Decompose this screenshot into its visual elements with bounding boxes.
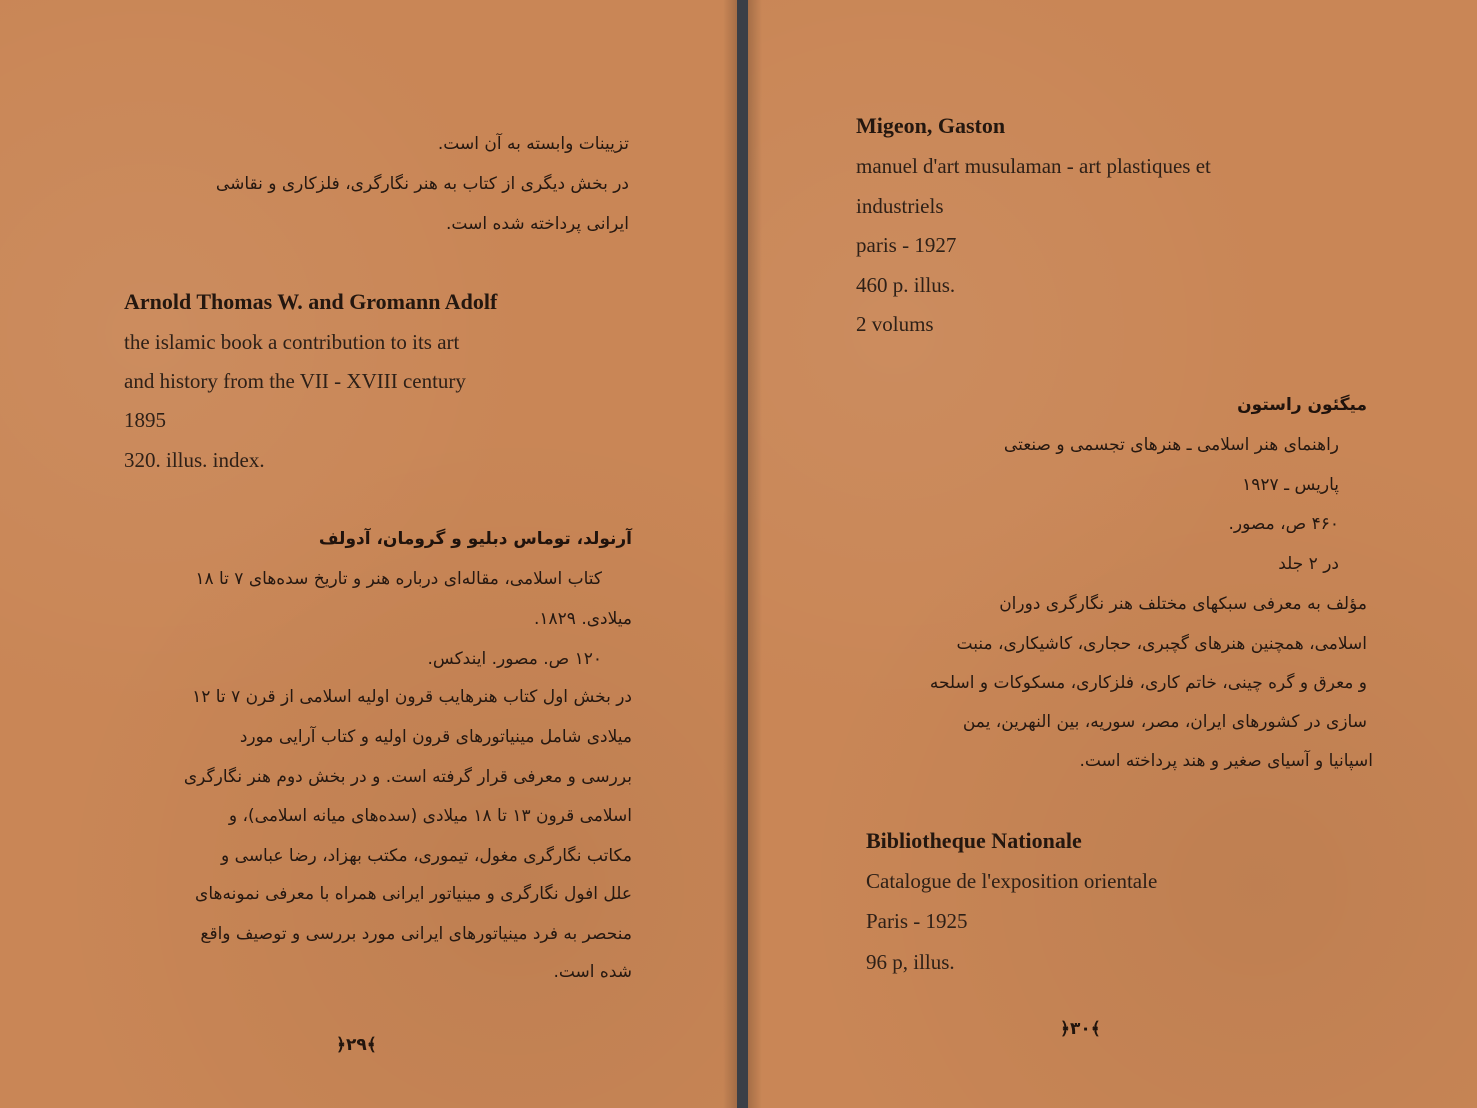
arnold-author-fa: آرنولد، توماس دبلیو و گرومان، آدولف bbox=[318, 529, 632, 549]
arnold-line-en: the islamic book a contribution to its art bbox=[124, 330, 460, 354]
arnold-line-en: 1895 bbox=[124, 408, 166, 432]
left-gutter-shadow bbox=[723, 0, 737, 1108]
right-page bbox=[748, 0, 1477, 1108]
bnf-line-en: 96 p, illus. bbox=[866, 950, 955, 974]
migeon-desc-line: سازی در کشورهای ایران، مصر، سوریه، بین النهرین، یمن bbox=[962, 712, 1367, 732]
arnold-desc-line: در بخش اول کتاب هنرهایب قرون اولیه اسلامی از قرن ۷ تا ۱۲ bbox=[192, 687, 632, 707]
migeon-author-fa: میگئون راستون bbox=[1237, 395, 1367, 415]
page-number-left: ﴿۲۹﴾ bbox=[336, 1035, 377, 1055]
left-page bbox=[0, 0, 737, 1108]
arnold-desc-line: میلادی شامل مینیاتورهای قرون اولیه و کتاب آرایی مورد bbox=[239, 727, 632, 747]
intro-line: تزیینات وابسته به آن است. bbox=[437, 134, 629, 154]
migeon-line-en: 2 volums bbox=[856, 312, 934, 336]
arnold-desc-line: اسلامی قرون ۱۳ تا ۱۸ میلادی (سده‌های میانه اسلامی)، و bbox=[228, 806, 632, 826]
arnold-desc-line: شده است. bbox=[553, 962, 632, 982]
arnold-desc-line: بررسی و معرفی قرار گرفته است. و در بخش دوم هنر نگارگری bbox=[183, 767, 632, 787]
arnold-line-fa: کتاب اسلامی، مقاله‌ای درباره هنر و تاریخ سده‌های ۷ تا ۱۸ bbox=[195, 569, 602, 589]
arnold-line-fa: ۱۲۰ ص. مصور. ایندکس. bbox=[427, 649, 602, 669]
migeon-desc-line: مؤلف به معرفی سبکهای مختلف هنر نگارگری دوران bbox=[999, 594, 1367, 614]
arnold-desc-line: منحصر به فرد مینیاتورهای ایرانی مورد بررسی و توصیف واقع bbox=[200, 924, 632, 944]
intro-line: در بخش دیگری از کتاب به هنر نگارگری، فلزکاری و نقاشی bbox=[215, 174, 629, 194]
migeon-desc-line: و معرق و گره چینی، خاتم کاری، فلزکاری، مسکوکات و اسلحه bbox=[929, 673, 1367, 693]
arnold-line-fa: میلادی. ۱۸۲۹. bbox=[533, 609, 632, 629]
migeon-line-en: paris - 1927 bbox=[856, 233, 957, 257]
intro-line: ایرانی پرداخته شده است. bbox=[446, 214, 629, 234]
migeon-author-en: Migeon, Gaston bbox=[856, 113, 1006, 138]
migeon-line-fa: پاریس ـ ۱۹۲۷ bbox=[1242, 475, 1339, 495]
bnf-line-en: Paris - 1925 bbox=[866, 909, 968, 933]
arnold-desc-line: مکاتب نگارگری مغول، تیموری، مکتب بهزاد، رضا عباسی و bbox=[221, 846, 632, 866]
migeon-line-fa: در ۲ جلد bbox=[1278, 554, 1339, 574]
arnold-author-en: Arnold Thomas W. and Gromann Adolf bbox=[124, 289, 498, 314]
arnold-line-en: 320. illus. index. bbox=[124, 448, 265, 472]
migeon-line-fa: راهنمای هنر اسلامی ـ هنرهای تجسمی و صنعتی bbox=[1003, 435, 1339, 455]
migeon-line-en: industriels bbox=[856, 194, 944, 218]
arnold-line-en: and history from the VII - XVIII century bbox=[124, 369, 466, 393]
bnf-author-en: Bibliotheque Nationale bbox=[866, 828, 1082, 853]
migeon-line-en: manuel d'art musulaman - art plastiques et bbox=[856, 154, 1211, 178]
migeon-line-fa: ۴۶۰ ص، مصور. bbox=[1228, 514, 1339, 534]
right-gutter-shadow bbox=[748, 0, 762, 1108]
page-number-right: ﴿۳۰﴾ bbox=[1060, 1019, 1101, 1039]
migeon-desc-line: اسپانیا و آسیای صغیر و هند پرداخته است. bbox=[1079, 751, 1373, 771]
arnold-desc-line: علل افول نگارگری و مینیاتور ایرانی همراه با معرفی نمونه‌های bbox=[195, 884, 632, 904]
migeon-desc-line: اسلامی، همچنین هنرهای گچبری، حجاری، کاشیکاری، منبت bbox=[956, 634, 1367, 654]
bnf-line-en: Catalogue de l'exposition orientale bbox=[866, 869, 1158, 893]
migeon-line-en: 460 p. illus. bbox=[856, 273, 956, 297]
